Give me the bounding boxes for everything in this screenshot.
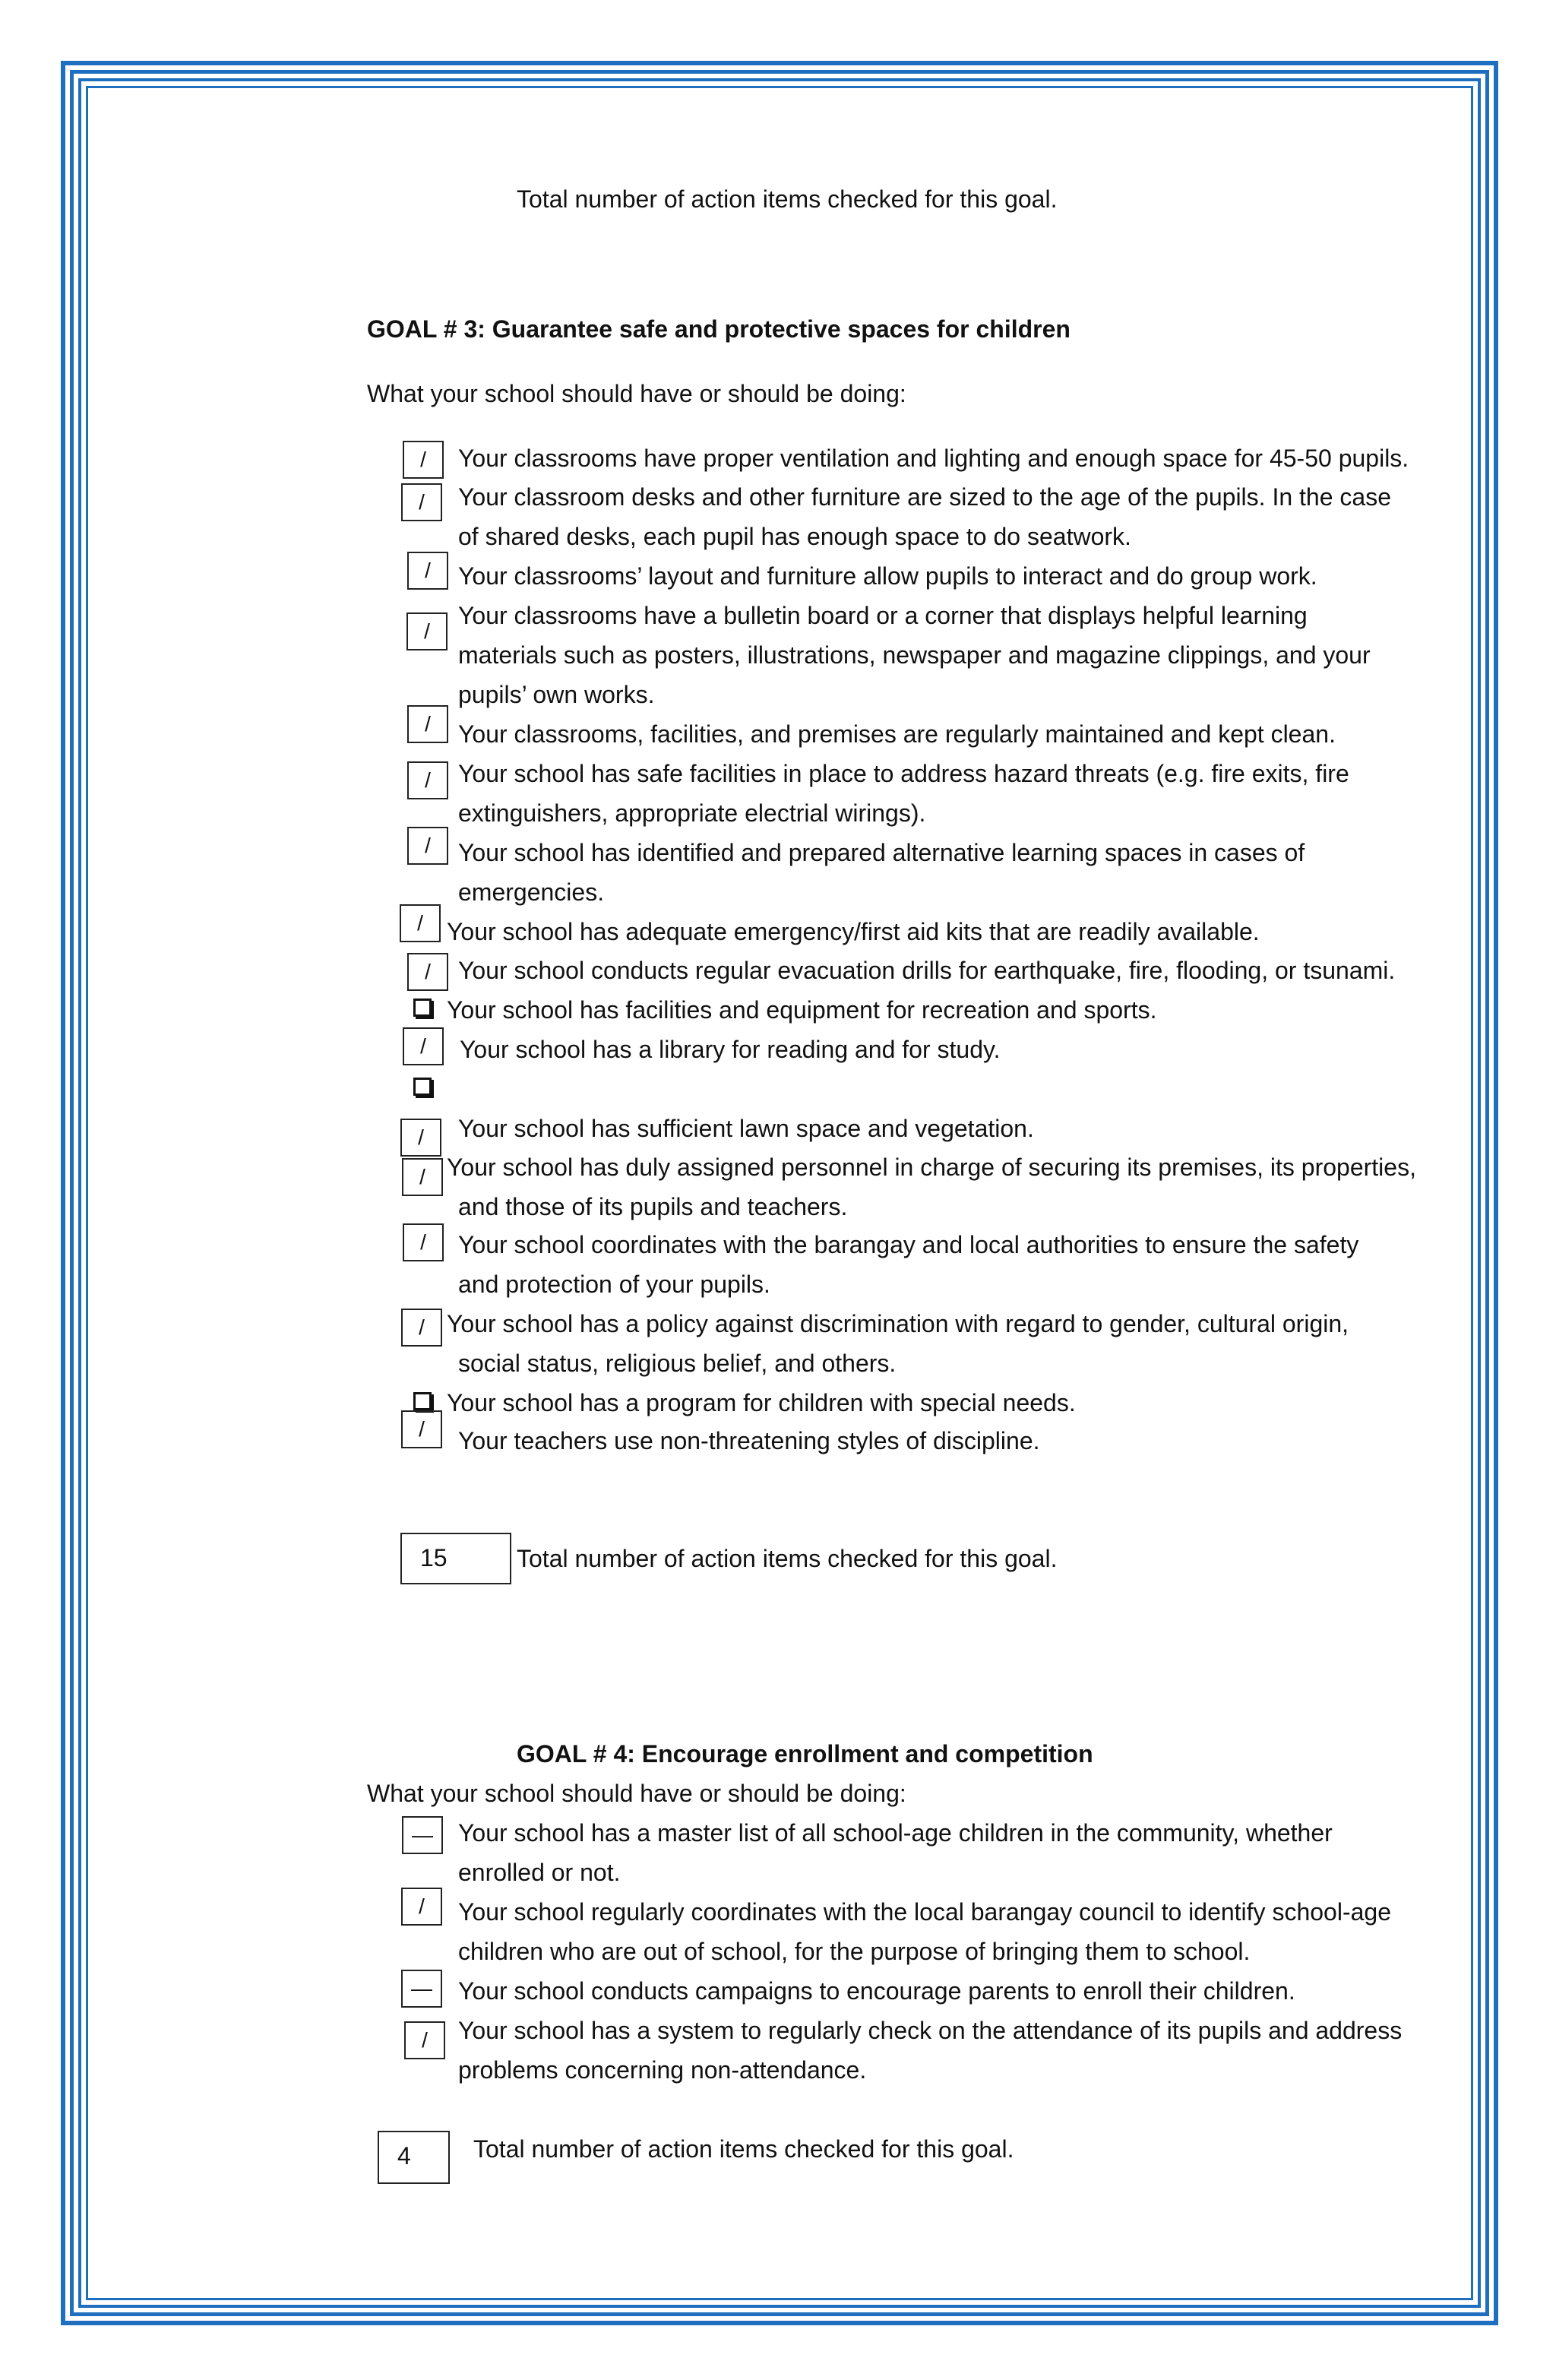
goal4-checkbox-3[interactable]: — [401,1970,442,2008]
goal3-item-16-line-2: social status, religious belief, and others. [458,1350,897,1377]
goal4-item-3-line-1: Your school conducts campaigns to encourage parents to enroll their children. [458,1977,1295,2005]
goal4-title: GOAL # 4: Encourage enrollment and competition [517,1740,1093,1768]
goal4-item-4-line-1: Your school has a system to regularly check on the attendance of its pupils and address [458,2017,1403,2044]
goal3-checkbox-17[interactable] [413,1392,432,1410]
goal3-item-4-line-2: materials such as posters, illustrations, newspaper and magazine clippings, and your [458,641,1371,669]
goal3-item-2-line-1: Your classroom desks and other furniture are sized to the age of the pupils. In the case [458,483,1391,511]
goal3-checkbox-15[interactable]: / [403,1223,444,1261]
goal3-checkbox-1[interactable]: / [403,441,444,479]
goal3-checkbox-16[interactable]: / [401,1309,442,1347]
goal3-item-7-line-1: Your school has identified and prepared alternative learning spaces in cases of [458,839,1305,866]
goal3-item-2-line-2: of shared desks, each pupil has enough space to do seatwork. [458,523,1131,550]
goal4-total-label: Total number of action items checked for this goal. [473,2135,1014,2163]
goal3-checkbox-4[interactable]: / [406,612,448,650]
goal3-item-17-line-1: Your school has a program for children with special needs. [447,1389,1076,1416]
goal3-item-4-line-1: Your classrooms have a bulletin board or a corner that displays helpful learning [458,602,1308,629]
goal3-item-11-line-1: Your school has a library for reading and for study. [460,1036,1001,1063]
goal4-item-2-line-1: Your school regularly coordinates with the local barangay council to identify school-age [458,1898,1391,1926]
goal3-item-3-line-1: Your classrooms’ layout and furniture allow pupils to interact and do group work. [458,562,1317,590]
goal3-checkbox-8[interactable]: / [400,904,441,942]
goal3-total-box[interactable]: 15 [400,1533,511,1584]
goal3-item-18-line-1: Your teachers use non-threatening styles of discipline. [458,1427,1040,1454]
goal4-checkbox-4[interactable]: / [404,2021,445,2059]
goal3-item-6-line-1: Your school has safe facilities in place to address hazard threats (e.g. fire exits, fire [458,760,1349,787]
goal3-checkbox-5[interactable]: / [407,705,448,743]
goal3-title: GOAL # 3: Guarantee safe and protective spaces for children [367,315,1071,343]
goal3-total-label: Total number of action items checked for this goal. [517,1545,1058,1572]
goal4-item-1-line-1: Your school has a master list of all school-age children in the community, whether [458,1819,1333,1847]
goal3-item-9-line-1: Your school conducts regular evacuation drills for earthquake, fire, flooding, or tsunami. [458,957,1396,984]
goal4-item-4-line-2: problems concerning non-attendance. [458,2056,867,2084]
goal3-intro: What your school should have or should be doing: [367,380,906,407]
goal3-item-14-line-2: and those of its pupils and teachers. [458,1193,848,1220]
goal3-checkbox-18[interactable]: / [401,1410,442,1448]
goal3-item-16-line-1: Your school has a policy against discrimination with regard to gender, cultural origin, [447,1310,1349,1337]
goal3-checkbox-13[interactable]: / [400,1119,441,1157]
goal3-checkbox-3[interactable]: / [407,552,448,590]
goal3-checkbox-6[interactable]: / [407,761,448,799]
goal4-item-2-line-2: children who are out of school, for the purpose of bringing them to school. [458,1938,1251,1965]
goal4-item-1-line-2: enrolled or not. [458,1859,621,1886]
goal3-item-15-line-2: and protection of your pupils. [458,1271,770,1298]
goal3-checkbox-2[interactable]: / [401,483,442,521]
goal3-checkbox-10[interactable] [413,999,432,1017]
goal4-checkbox-2[interactable]: / [401,1888,442,1926]
goal3-item-7-line-2: emergencies. [458,878,605,906]
goal3-item-4-line-3: pupils’ own works. [458,681,655,708]
goal3-item-13-line-1: Your school has sufficient lawn space and vegetation. [458,1115,1034,1142]
top-total-label: Total number of action items checked for this goal. [517,185,1058,213]
goal4-intro: What your school should have or should be doing: [367,1780,906,1807]
goal3-checkbox-14[interactable]: / [402,1158,443,1196]
goal3-item-15-line-1: Your school coordinates with the barangay and local authorities to ensure the safety [458,1231,1359,1258]
goal3-item-5-line-1: Your classrooms, facilities, and premises are regularly maintained and kept clean. [458,720,1336,748]
goal3-checkbox-9[interactable]: / [407,953,448,991]
goal3-checkbox-11[interactable]: / [403,1027,444,1065]
goal3-item-1-line-1: Your classrooms have proper ventilation and lighting and enough space for 45-50 pupils. [458,445,1409,472]
goal3-item-8-line-1: Your school has adequate emergency/first aid kits that are readily available. [447,918,1260,945]
goal3-checkbox-7[interactable]: / [407,827,448,865]
goal4-checkbox-1[interactable]: — [402,1816,443,1854]
goal3-checkbox-12[interactable] [413,1078,432,1096]
goal4-total-box[interactable]: 4 [378,2131,450,2184]
goal3-item-10-line-1: Your school has facilities and equipment for recreation and sports. [447,996,1157,1024]
goal3-item-6-line-2: extinguishers, appropriate electrial wirings). [458,799,926,827]
goal3-item-14-line-1: Your school has duly assigned personnel in charge of securing its premises, its properties, [447,1154,1416,1181]
